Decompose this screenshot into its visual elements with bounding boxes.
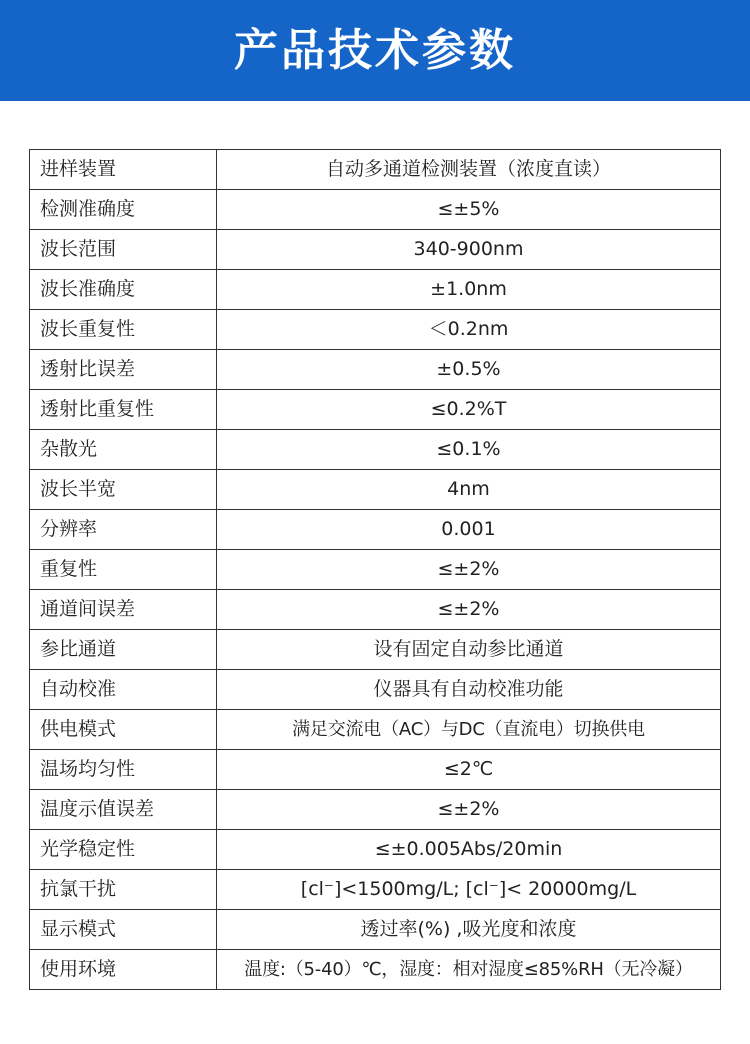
param-name: 分辨率 — [30, 510, 217, 550]
table-row — [30, 750, 721, 790]
param-name: 波长准确度 — [30, 270, 217, 310]
table-row — [30, 670, 721, 710]
param-name: 波长半宽 — [30, 470, 217, 510]
table-row — [30, 710, 721, 750]
param-name: 透射比误差 — [30, 350, 217, 390]
param-value: ≤±5% — [217, 190, 721, 230]
param-name: 抗氯干扰 — [30, 870, 217, 910]
param-value: ≤0.1% — [217, 430, 721, 470]
table-row — [30, 150, 721, 190]
param-name: 进样装置 — [30, 150, 217, 190]
param-name: 温场均匀性 — [30, 750, 217, 790]
param-name: 温度示值误差 — [30, 790, 217, 830]
param-value: 温度:（5-40）℃，湿度：相对湿度≤85%RH（无冷凝） — [217, 950, 721, 990]
param-value: 满足交流电（AC）与DC（直流电）切换供电 — [217, 710, 721, 750]
table-row — [30, 830, 721, 870]
table-row — [30, 190, 721, 230]
header-banner — [0, 0, 750, 101]
param-value: ≤2℃ — [217, 750, 721, 790]
param-value: ±1.0nm — [217, 270, 721, 310]
param-value: ＜0.2nm — [217, 310, 721, 350]
param-value: ≤0.2%T — [217, 390, 721, 430]
param-value: ±0.5% — [217, 350, 721, 390]
param-value: 透过率(%) ,吸光度和浓度 — [217, 910, 721, 950]
table-row — [30, 790, 721, 830]
page-title: 产品技术参数 — [234, 24, 516, 76]
param-name: 通道间误差 — [30, 590, 217, 630]
param-name: 供电模式 — [30, 710, 217, 750]
table-row — [30, 470, 721, 510]
param-name: 显示模式 — [30, 910, 217, 950]
param-name: 重复性 — [30, 550, 217, 590]
param-value: 4nm — [217, 470, 721, 510]
table-row — [30, 950, 721, 990]
table-row — [30, 310, 721, 350]
table-row — [30, 630, 721, 670]
table-row — [30, 350, 721, 390]
param-value: ≤±2% — [217, 790, 721, 830]
table-row — [30, 870, 721, 910]
param-value: ≤±2% — [217, 590, 721, 630]
table-row — [30, 390, 721, 430]
table-row — [30, 510, 721, 550]
param-name: 波长范围 — [30, 230, 217, 270]
param-name: 检测准确度 — [30, 190, 217, 230]
table-row — [30, 230, 721, 270]
param-value: 0.001 — [217, 510, 721, 550]
table-row — [30, 550, 721, 590]
param-name: 杂散光 — [30, 430, 217, 470]
param-value: [cl⁻]<1500mg/L; [cl⁻]< 20000mg/L — [217, 870, 721, 910]
param-name: 自动校准 — [30, 670, 217, 710]
param-value: 自动多通道检测装置（浓度直读） — [217, 150, 721, 190]
param-name: 透射比重复性 — [30, 390, 217, 430]
param-name: 光学稳定性 — [30, 830, 217, 870]
param-value: ≤±2% — [217, 550, 721, 590]
param-value: 设有固定自动参比通道 — [217, 630, 721, 670]
param-value: 仪器具有自动校准功能 — [217, 670, 721, 710]
table-row — [30, 430, 721, 470]
table-row — [30, 590, 721, 630]
spec-table — [29, 149, 721, 990]
param-value: 340-900nm — [217, 230, 721, 270]
param-value: ≤±0.005Abs/20min — [217, 830, 721, 870]
table-row — [30, 270, 721, 310]
param-name: 使用环境 — [30, 950, 217, 990]
param-name: 参比通道 — [30, 630, 217, 670]
table-row — [30, 910, 721, 950]
param-name: 波长重复性 — [30, 310, 217, 350]
